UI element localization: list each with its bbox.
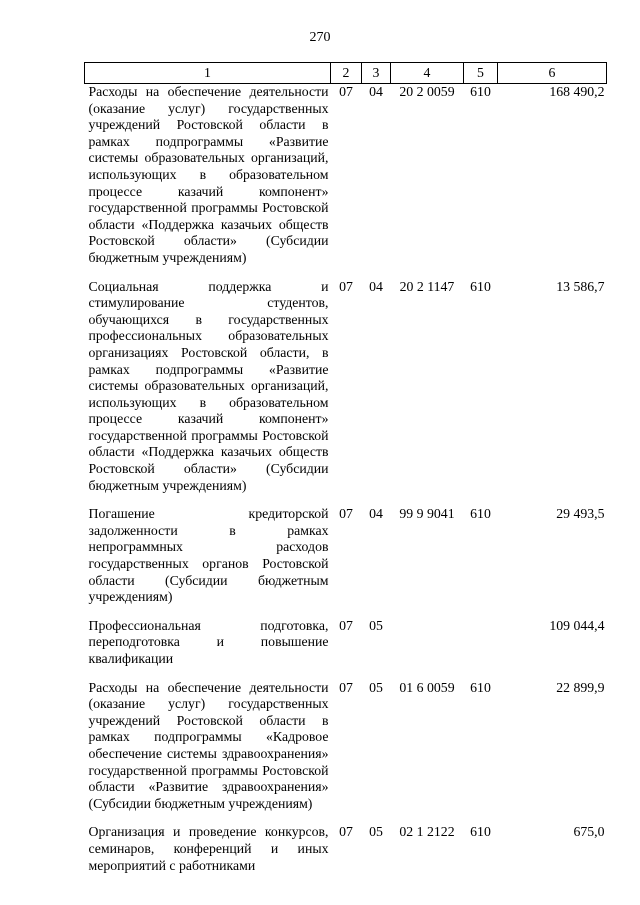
- table-row: [85, 618, 607, 680]
- table-row: [85, 84, 607, 279]
- row-description: Расходы на обеспечение деятельности (оказание услуг) государственных учреждений Ростовской области в рамках подпрограммы «Кадровое обеспечение системы здравоохранения» государственной программы Ростовской области «Развитие здравоохранения» (Субсидии бюджетным учреждениям): [88, 679, 329, 811]
- row-description: Социальная поддержка и стимулирование студентов, обучающихся в государственных профессиональных образовательных организациях Ростовской области, в рамках подпрограммы «Развитие системы образовательных организаций, использующих в образовательном процессе казачий компонент» государственной программы Ростовской области «Поддержка казачьих обществ Ростовской области» (Субсидии бюджетным учреждениям): [88, 278, 329, 493]
- row-description: Погашение кредиторской задолженности в рамках непрограммных расходов государственных органов Ростовской области (Субсидии бюджетным учреждениям): [88, 506, 329, 605]
- row-section: 07: [339, 617, 353, 633]
- row-subsection: 04: [369, 278, 383, 294]
- row-description: Организация и проведение конкурсов, семинаров, конференций и иных мероприятий с работниками: [88, 824, 329, 873]
- row-section: 07: [339, 679, 353, 695]
- row-target-code: 02 1 2122: [399, 824, 455, 840]
- row-amount: 109 044,4: [549, 617, 605, 633]
- row-expense-type: 610: [470, 84, 491, 99]
- row-subsection: 05: [369, 824, 383, 840]
- row-description: Профессиональная подготовка, переподготовка и повышение квалификации: [88, 617, 329, 666]
- table-row: [85, 680, 607, 825]
- row-subsection: 04: [369, 506, 383, 522]
- row-section: 07: [339, 278, 353, 294]
- column-header-4: 4: [391, 63, 464, 84]
- table-header-row: [85, 63, 607, 84]
- row-target-code: 01 6 0059: [399, 679, 455, 695]
- row-target-code: 20 2 0059: [399, 84, 455, 99]
- row-subsection: 04: [369, 84, 383, 99]
- table-row: [85, 279, 607, 507]
- row-expense-type: 610: [470, 278, 491, 294]
- column-header-3: 3: [362, 63, 391, 84]
- row-expense-type: 610: [470, 824, 491, 840]
- row-section: 07: [339, 506, 353, 522]
- row-subsection: 05: [369, 617, 383, 633]
- row-description: Расходы на обеспечение деятельности (оказание услуг) государственных учреждений Ростовской области в рамках подпрограммы «Развитие системы образовательных организаций, использующих в образовательном процессе казачий компонент» государственной программы Ростовской области «Поддержка казачьих обществ Ростовской области» (Субсидии бюджетным учреждениям): [88, 84, 329, 265]
- row-section: 07: [339, 84, 353, 99]
- column-header-2: 2: [331, 63, 362, 84]
- column-header-1: 1: [85, 63, 331, 84]
- row-expense-type: [464, 618, 498, 680]
- row-target-code: [391, 618, 464, 680]
- page-number: 270: [309, 30, 331, 45]
- table-row: [85, 506, 607, 618]
- column-header-5: 5: [464, 63, 498, 84]
- row-expense-type: 610: [470, 679, 491, 695]
- table-row: [85, 824, 607, 886]
- row-amount: 29 493,5: [556, 506, 605, 522]
- row-expense-type: 610: [470, 506, 491, 522]
- column-header-6: 6: [498, 63, 607, 84]
- row-target-code: 99 9 9041: [399, 506, 455, 522]
- row-section: 07: [339, 824, 353, 840]
- budget-table: [84, 62, 607, 886]
- row-target-code: 20 2 1147: [399, 278, 455, 294]
- row-subsection: 05: [369, 679, 383, 695]
- row-amount: 168 490,2: [549, 84, 605, 99]
- row-amount: 22 899,9: [556, 679, 605, 695]
- row-amount: 13 586,7: [556, 278, 605, 294]
- row-amount: 675,0: [573, 824, 605, 840]
